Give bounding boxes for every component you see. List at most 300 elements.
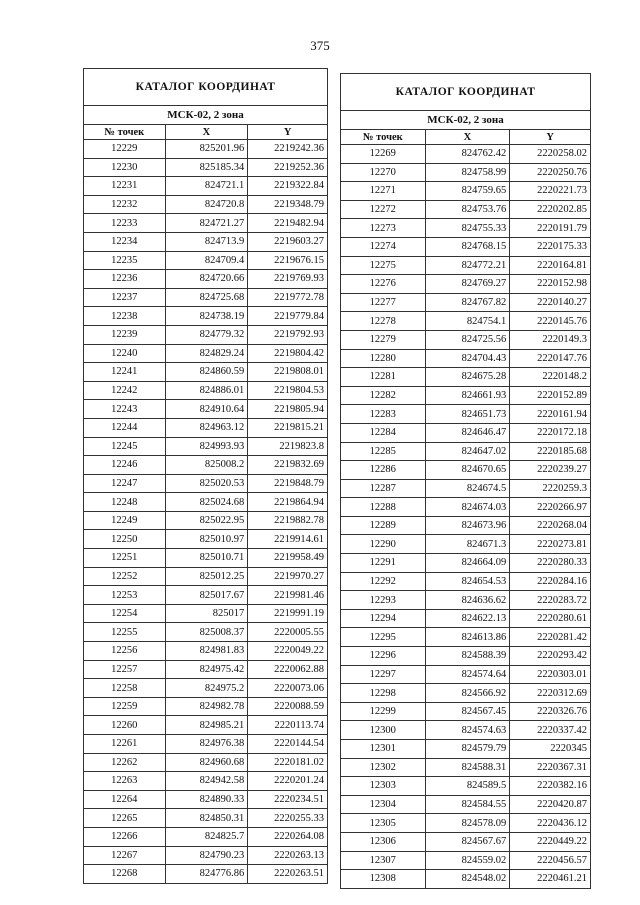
x-coordinate-cell: 824670.65 [425, 461, 510, 480]
table-row [341, 758, 591, 777]
point-number-cell: 12292 [341, 572, 426, 591]
table-row [341, 721, 591, 740]
y-coordinate-cell: 2220367.31 [510, 758, 591, 777]
x-coordinate-cell: 824574.63 [425, 721, 510, 740]
y-coordinate-cell: 2219823.8 [248, 437, 328, 456]
point-number-cell: 12234 [84, 232, 166, 251]
y-coordinate-cell: 2220250.76 [510, 163, 591, 182]
table-row [84, 753, 328, 772]
y-coordinate-cell: 2220175.33 [510, 237, 591, 256]
point-number-cell: 12304 [341, 795, 426, 814]
table-row [84, 586, 328, 605]
point-number-cell: 12273 [341, 219, 426, 238]
table-row [341, 163, 591, 182]
y-coordinate-cell: 2220345 [510, 740, 591, 759]
point-number-cell: 12305 [341, 814, 426, 833]
x-coordinate-cell: 824721.27 [165, 214, 248, 233]
x-coordinate-cell: 824671.3 [425, 535, 510, 554]
x-coordinate-cell: 824963.12 [165, 418, 248, 437]
point-number-cell: 12230 [84, 158, 166, 177]
x-coordinate-cell: 824829.24 [165, 344, 248, 363]
y-coordinate-cell: 2219981.46 [248, 586, 328, 605]
point-number-cell: 12267 [84, 846, 166, 865]
x-coordinate-cell: 825024.68 [165, 493, 248, 512]
column-header-x: X [425, 130, 510, 145]
point-number-cell: 12283 [341, 405, 426, 424]
table-row [84, 418, 328, 437]
x-coordinate-cell: 824776.86 [165, 865, 248, 884]
table-row [84, 437, 328, 456]
y-coordinate-cell: 2220337.42 [510, 721, 591, 740]
x-coordinate-cell: 824588.39 [425, 647, 510, 666]
table-row [84, 400, 328, 419]
table-row [341, 237, 591, 256]
y-coordinate-cell: 2220264.08 [248, 827, 328, 846]
table-row [341, 182, 591, 201]
point-number-cell: 12256 [84, 642, 166, 661]
x-coordinate-cell: 824755.33 [425, 219, 510, 238]
y-coordinate-cell: 2220293.42 [510, 647, 591, 666]
y-coordinate-cell: 2219348.79 [248, 195, 328, 214]
x-coordinate-cell: 824567.67 [425, 832, 510, 851]
y-coordinate-cell: 2220456.57 [510, 851, 591, 870]
x-coordinate-cell: 824566.92 [425, 684, 510, 703]
table-row [341, 665, 591, 684]
x-coordinate-cell: 824768.15 [425, 237, 510, 256]
table-row [341, 256, 591, 275]
y-coordinate-cell: 2219772.78 [248, 288, 328, 307]
table-row [84, 270, 328, 289]
x-coordinate-cell: 824613.86 [425, 628, 510, 647]
point-number-cell: 12238 [84, 307, 166, 326]
table-row [84, 158, 328, 177]
x-coordinate-cell: 824942.58 [165, 772, 248, 791]
point-number-cell: 12280 [341, 349, 426, 368]
y-coordinate-cell: 2220201.24 [248, 772, 328, 791]
x-coordinate-cell: 824910.64 [165, 400, 248, 419]
x-coordinate-cell: 824704.43 [425, 349, 510, 368]
y-coordinate-cell: 2220255.33 [248, 809, 328, 828]
y-coordinate-cell: 2219958.49 [248, 549, 328, 568]
coordinate-system-label: МСК-02, 2 зона [341, 111, 591, 130]
point-number-cell: 12237 [84, 288, 166, 307]
y-coordinate-cell: 2220239.27 [510, 461, 591, 480]
y-coordinate-cell: 2220185.68 [510, 442, 591, 461]
point-number-cell: 12286 [341, 461, 426, 480]
x-coordinate-cell: 824721.1 [165, 177, 248, 196]
y-coordinate-cell: 2219864.94 [248, 493, 328, 512]
point-number-cell: 12265 [84, 809, 166, 828]
table-row [84, 623, 328, 642]
table-row [84, 195, 328, 214]
point-number-cell: 12269 [341, 145, 426, 164]
y-coordinate-cell: 2220221.73 [510, 182, 591, 201]
point-number-cell: 12253 [84, 586, 166, 605]
point-number-cell: 12302 [341, 758, 426, 777]
y-coordinate-cell: 2220263.51 [248, 865, 328, 884]
table-row [341, 684, 591, 703]
y-coordinate-cell: 2220073.06 [248, 679, 328, 698]
table-row [341, 516, 591, 535]
y-coordinate-cell: 2220461.21 [510, 870, 591, 889]
point-number-cell: 12229 [84, 140, 166, 159]
x-coordinate-cell: 825185.34 [165, 158, 248, 177]
y-coordinate-cell: 2219676.15 [248, 251, 328, 270]
point-number-cell: 12246 [84, 456, 166, 475]
table-row [341, 498, 591, 517]
x-coordinate-cell: 824713.9 [165, 232, 248, 251]
x-coordinate-cell: 824675.28 [425, 368, 510, 387]
point-number-cell: 12260 [84, 716, 166, 735]
y-coordinate-cell: 2220062.88 [248, 660, 328, 679]
point-number-cell: 12299 [341, 702, 426, 721]
table-row [341, 832, 591, 851]
point-number-cell: 12231 [84, 177, 166, 196]
point-number-cell: 12308 [341, 870, 426, 889]
point-number-cell: 12285 [341, 442, 426, 461]
point-number-cell: 12287 [341, 479, 426, 498]
table-row [341, 405, 591, 424]
point-number-cell: 12277 [341, 293, 426, 312]
table-row [341, 740, 591, 759]
x-coordinate-cell: 824589.5 [425, 777, 510, 796]
point-number-cell: 12236 [84, 270, 166, 289]
y-coordinate-cell: 2220147.76 [510, 349, 591, 368]
point-number-cell: 12288 [341, 498, 426, 517]
table-row [341, 330, 591, 349]
x-coordinate-cell: 824622.13 [425, 609, 510, 628]
y-coordinate-cell: 2219242.36 [248, 140, 328, 159]
table-row [84, 474, 328, 493]
y-coordinate-cell: 2220152.98 [510, 275, 591, 294]
y-coordinate-cell: 2220280.61 [510, 609, 591, 628]
y-coordinate-cell: 2219991.19 [248, 604, 328, 623]
x-coordinate-cell: 824975.42 [165, 660, 248, 679]
x-coordinate-cell: 824960.68 [165, 753, 248, 772]
table-row [341, 591, 591, 610]
x-coordinate-cell: 824850.31 [165, 809, 248, 828]
point-number-cell: 12232 [84, 195, 166, 214]
table-row [84, 363, 328, 382]
x-coordinate-cell: 824890.33 [165, 790, 248, 809]
y-coordinate-cell: 2220259.3 [510, 479, 591, 498]
table-row [84, 790, 328, 809]
point-number-cell: 12303 [341, 777, 426, 796]
point-number-cell: 12264 [84, 790, 166, 809]
y-coordinate-cell: 2220113.74 [248, 716, 328, 735]
y-coordinate-cell: 2220144.54 [248, 735, 328, 754]
table-row [341, 572, 591, 591]
y-coordinate-cell: 2220284.16 [510, 572, 591, 591]
y-coordinate-cell: 2220281.42 [510, 628, 591, 647]
table-row [84, 567, 328, 586]
table-row [341, 368, 591, 387]
y-coordinate-cell: 2219603.27 [248, 232, 328, 251]
table-row [341, 145, 591, 164]
point-number-cell: 12307 [341, 851, 426, 870]
table-row [84, 642, 328, 661]
x-coordinate-cell: 824574.64 [425, 665, 510, 684]
column-header-point-number: № точек [341, 130, 426, 145]
x-coordinate-cell: 824647.02 [425, 442, 510, 461]
table-row [341, 386, 591, 405]
x-coordinate-cell: 824720.8 [165, 195, 248, 214]
y-coordinate-cell: 2219848.79 [248, 474, 328, 493]
table-row [341, 554, 591, 573]
table-row [84, 177, 328, 196]
x-coordinate-cell: 824588.31 [425, 758, 510, 777]
x-coordinate-cell: 824976.38 [165, 735, 248, 754]
table-row [84, 511, 328, 530]
x-coordinate-cell: 825022.95 [165, 511, 248, 530]
point-number-cell: 12275 [341, 256, 426, 275]
x-coordinate-cell: 824559.02 [425, 851, 510, 870]
catalog-title: КАТАЛОГ КООРДИНАТ [84, 69, 328, 106]
y-coordinate-cell: 2220148.2 [510, 368, 591, 387]
point-number-cell: 12241 [84, 363, 166, 382]
point-number-cell: 12306 [341, 832, 426, 851]
y-coordinate-cell: 2220283.72 [510, 591, 591, 610]
y-coordinate-cell: 2220263.13 [248, 846, 328, 865]
y-coordinate-cell: 2220326.76 [510, 702, 591, 721]
x-coordinate-cell: 824886.01 [165, 381, 248, 400]
x-coordinate-cell: 824772.21 [425, 256, 510, 275]
x-coordinate-cell: 824567.45 [425, 702, 510, 721]
y-coordinate-cell: 2220149.3 [510, 330, 591, 349]
table-row [84, 493, 328, 512]
x-coordinate-cell: 824725.68 [165, 288, 248, 307]
table-row [84, 251, 328, 270]
table-row [84, 809, 328, 828]
y-coordinate-cell: 2219815.21 [248, 418, 328, 437]
catalog-body [341, 145, 591, 889]
catalog-body [84, 140, 328, 884]
point-number-cell: 12268 [84, 865, 166, 884]
y-coordinate-cell: 2220181.02 [248, 753, 328, 772]
point-number-cell: 12250 [84, 530, 166, 549]
table-row [341, 647, 591, 666]
point-number-cell: 12251 [84, 549, 166, 568]
y-coordinate-cell: 2220172.18 [510, 423, 591, 442]
point-number-cell: 12291 [341, 554, 426, 573]
point-number-cell: 12271 [341, 182, 426, 201]
table-row [84, 140, 328, 159]
x-coordinate-cell: 824985.21 [165, 716, 248, 735]
table-row [84, 232, 328, 251]
x-coordinate-cell: 824860.59 [165, 363, 248, 382]
point-number-cell: 12272 [341, 200, 426, 219]
table-row [341, 312, 591, 331]
table-row [341, 535, 591, 554]
x-coordinate-cell: 825020.53 [165, 474, 248, 493]
point-number-cell: 12290 [341, 535, 426, 554]
table-row [84, 865, 328, 884]
point-number-cell: 12247 [84, 474, 166, 493]
point-number-cell: 12297 [341, 665, 426, 684]
column-header-y: Y [510, 130, 591, 145]
y-coordinate-cell: 2219914.61 [248, 530, 328, 549]
x-coordinate-cell: 825201.96 [165, 140, 248, 159]
x-coordinate-cell: 824759.65 [425, 182, 510, 201]
point-number-cell: 12266 [84, 827, 166, 846]
table-row [84, 549, 328, 568]
point-number-cell: 12289 [341, 516, 426, 535]
x-coordinate-cell: 824646.47 [425, 423, 510, 442]
point-number-cell: 12294 [341, 609, 426, 628]
x-coordinate-cell: 824975.2 [165, 679, 248, 698]
point-number-cell: 12301 [341, 740, 426, 759]
table-row [84, 846, 328, 865]
table-row [84, 772, 328, 791]
table-row [84, 456, 328, 475]
table-row [84, 660, 328, 679]
table-row [84, 735, 328, 754]
table-row [341, 870, 591, 889]
x-coordinate-cell: 824674.5 [425, 479, 510, 498]
y-coordinate-cell: 2219804.42 [248, 344, 328, 363]
point-number-cell: 12276 [341, 275, 426, 294]
y-coordinate-cell: 2220164.81 [510, 256, 591, 275]
point-number-cell: 12259 [84, 697, 166, 716]
table-row [341, 349, 591, 368]
x-coordinate-cell: 825012.25 [165, 567, 248, 586]
page-number: 375 [310, 38, 330, 53]
point-number-cell: 12249 [84, 511, 166, 530]
table-row [84, 604, 328, 623]
table-row [84, 697, 328, 716]
y-coordinate-cell: 2219482.94 [248, 214, 328, 233]
table-row [84, 827, 328, 846]
table-row [341, 461, 591, 480]
coordinate-catalog-right [340, 73, 591, 889]
y-coordinate-cell: 2219252.36 [248, 158, 328, 177]
point-number-cell: 12235 [84, 251, 166, 270]
x-coordinate-cell: 824993.93 [165, 437, 248, 456]
y-coordinate-cell: 2219792.93 [248, 325, 328, 344]
column-header-point-number: № точек [84, 125, 166, 140]
y-coordinate-cell: 2219804.53 [248, 381, 328, 400]
point-number-cell: 12263 [84, 772, 166, 791]
table-row [84, 325, 328, 344]
table-row [84, 344, 328, 363]
x-coordinate-cell: 824673.96 [425, 516, 510, 535]
y-coordinate-cell: 2219882.78 [248, 511, 328, 530]
point-number-cell: 12274 [341, 237, 426, 256]
table-row [84, 716, 328, 735]
y-coordinate-cell: 2220382.16 [510, 777, 591, 796]
y-coordinate-cell: 2219322.84 [248, 177, 328, 196]
y-coordinate-cell: 2219970.27 [248, 567, 328, 586]
y-coordinate-cell: 2219769.93 [248, 270, 328, 289]
table-row [341, 293, 591, 312]
x-coordinate-cell: 824578.09 [425, 814, 510, 833]
point-number-cell: 12281 [341, 368, 426, 387]
x-coordinate-cell: 824654.53 [425, 572, 510, 591]
x-coordinate-cell: 824981.83 [165, 642, 248, 661]
point-number-cell: 12248 [84, 493, 166, 512]
y-coordinate-cell: 2220312.69 [510, 684, 591, 703]
x-coordinate-cell: 824651.73 [425, 405, 510, 424]
point-number-cell: 12270 [341, 163, 426, 182]
y-coordinate-cell: 2220303.01 [510, 665, 591, 684]
point-number-cell: 12282 [341, 386, 426, 405]
y-coordinate-cell: 2220449.22 [510, 832, 591, 851]
y-coordinate-cell: 2220145.76 [510, 312, 591, 331]
coordinate-system-label: МСК-02, 2 зона [84, 106, 328, 125]
table-row [341, 219, 591, 238]
x-coordinate-cell: 825008.2 [165, 456, 248, 475]
point-number-cell: 12258 [84, 679, 166, 698]
table-row [341, 795, 591, 814]
x-coordinate-cell: 824674.03 [425, 498, 510, 517]
x-coordinate-cell: 824769.27 [425, 275, 510, 294]
y-coordinate-cell: 2220420.87 [510, 795, 591, 814]
y-coordinate-cell: 2220266.97 [510, 498, 591, 517]
x-coordinate-cell: 824720.66 [165, 270, 248, 289]
table-row [84, 679, 328, 698]
y-coordinate-cell: 2219779.84 [248, 307, 328, 326]
y-coordinate-cell: 2220049.22 [248, 642, 328, 661]
point-number-cell: 12257 [84, 660, 166, 679]
table-row [84, 307, 328, 326]
x-coordinate-cell: 824709.4 [165, 251, 248, 270]
point-number-cell: 12279 [341, 330, 426, 349]
point-number-cell: 12284 [341, 423, 426, 442]
x-coordinate-cell: 824779.32 [165, 325, 248, 344]
point-number-cell: 12262 [84, 753, 166, 772]
point-number-cell: 12240 [84, 344, 166, 363]
table-row [341, 851, 591, 870]
point-number-cell: 12296 [341, 647, 426, 666]
y-coordinate-cell: 2220005.55 [248, 623, 328, 642]
table-row [84, 214, 328, 233]
x-coordinate-cell: 824982.78 [165, 697, 248, 716]
x-coordinate-cell: 825010.97 [165, 530, 248, 549]
x-coordinate-cell: 825017 [165, 604, 248, 623]
x-coordinate-cell: 824584.55 [425, 795, 510, 814]
y-coordinate-cell: 2220268.04 [510, 516, 591, 535]
x-coordinate-cell: 824825.7 [165, 827, 248, 846]
y-coordinate-cell: 2220161.94 [510, 405, 591, 424]
x-coordinate-cell: 824636.62 [425, 591, 510, 610]
y-coordinate-cell: 2220202.85 [510, 200, 591, 219]
point-number-cell: 12255 [84, 623, 166, 642]
point-number-cell: 12261 [84, 735, 166, 754]
y-coordinate-cell: 2220280.33 [510, 554, 591, 573]
point-number-cell: 12295 [341, 628, 426, 647]
column-header-x: X [165, 125, 248, 140]
x-coordinate-cell: 824753.76 [425, 200, 510, 219]
y-coordinate-cell: 2220436.12 [510, 814, 591, 833]
point-number-cell: 12298 [341, 684, 426, 703]
y-coordinate-cell: 2220152.89 [510, 386, 591, 405]
x-coordinate-cell: 825008.37 [165, 623, 248, 642]
table-row [84, 288, 328, 307]
x-coordinate-cell: 824548.02 [425, 870, 510, 889]
x-coordinate-cell: 824579.79 [425, 740, 510, 759]
x-coordinate-cell: 824790.23 [165, 846, 248, 865]
y-coordinate-cell: 2219805.94 [248, 400, 328, 419]
point-number-cell: 12244 [84, 418, 166, 437]
y-coordinate-cell: 2220234.51 [248, 790, 328, 809]
x-coordinate-cell: 824738.19 [165, 307, 248, 326]
table-row [341, 200, 591, 219]
y-coordinate-cell: 2220273.81 [510, 535, 591, 554]
table-row [341, 423, 591, 442]
y-coordinate-cell: 2219808.01 [248, 363, 328, 382]
table-row [341, 442, 591, 461]
x-coordinate-cell: 824758.99 [425, 163, 510, 182]
